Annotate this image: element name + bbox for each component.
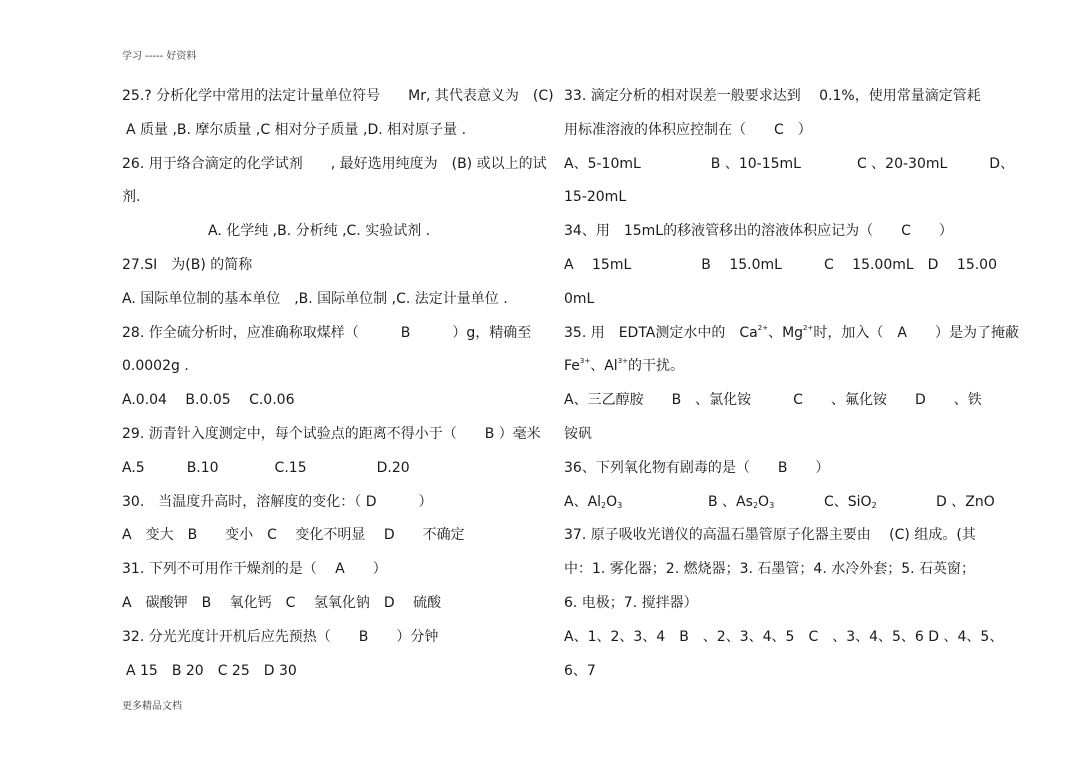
q36-a-o: O	[606, 493, 618, 510]
q35-text-mid: 、Mg	[768, 324, 804, 341]
q36-option-a	[564, 489, 708, 515]
page-header: 学习 ----- 好资料	[122, 51, 197, 62]
q36-a-sub2: 3	[617, 500, 623, 510]
q36-option-b	[708, 489, 824, 515]
q36-c-text: C、SiO	[824, 493, 872, 510]
q36-line1: 36、下列氧化物有剧毒的是（ B ）	[564, 459, 830, 476]
q28-options: A.0.04 B.0.05 C.0.06	[122, 392, 295, 409]
q30-options: A 变大 B 变小 C 变化不明显 D 不确定	[122, 527, 465, 544]
q28-line1: 28. 作全硫分析时，应准确称取煤样（ B ）g，精确至	[122, 324, 532, 341]
q28-line2: 0.0002g .	[122, 358, 189, 375]
q35-text-pre: 35. 用 EDTA测定水中的 Ca	[564, 324, 758, 341]
q36-b-sub2: 3	[769, 500, 775, 510]
right-column	[564, 83, 1019, 691]
q36-a-sub1: 2	[601, 500, 607, 510]
q33-line2: 用标准溶液的体积应控制在（ C ）	[564, 121, 812, 138]
q25-line1: 25.? 分析化学中常用的法定计量单位符号 Mr, 其代表意义为 (C)	[122, 88, 554, 104]
q37-line2: 中：1. 雾化器；2. 燃烧器；3. 石墨管；4. 水冷外套；5. 石英窗；	[564, 561, 976, 578]
q26-line2: 剂.	[122, 189, 141, 206]
q36-option-d: D 、ZnO	[936, 493, 995, 510]
q35-options: A、三乙醇胺 B 、氯化铵 C 、氟化铵 D 、铁	[564, 392, 982, 409]
q35-text-end: 的干扰。	[628, 358, 685, 375]
q29-options: A.5 B.10 C.15 D.20	[122, 459, 410, 476]
q37-line1: 37. 原子吸收光谱仪的高温石墨管原子化器主要由 (C) 组成。(其	[564, 527, 976, 544]
q35-fe: Fe	[564, 358, 580, 375]
q35-ca-charge: 2+	[757, 323, 769, 332]
q36-options	[564, 489, 996, 523]
q37-line3: 6. 电极；7. 搅拌器）	[564, 594, 698, 611]
q36-b-sub1: 2	[752, 500, 759, 510]
page-footer: 更多精品文档	[122, 701, 182, 712]
q26-options: A. 化学纯 ,B. 分析纯 ,C. 实验试剂 .	[208, 223, 431, 240]
q30-line1: 30. 当温度升高时，溶解度的变化：（ D ）	[122, 493, 433, 510]
q35-line1	[564, 320, 1019, 354]
q34-line1: 34、用 15mL的移液管移出的溶液体积应记为（ C ）	[564, 223, 953, 240]
q35-mg-charge: 2+	[803, 323, 814, 332]
q37-options2: 6、7	[564, 662, 596, 679]
q27-line1: 27.SI 为(B) 的简称	[122, 256, 253, 273]
q36-b-o: O	[758, 493, 770, 510]
q36-option-c	[824, 489, 936, 515]
q35-options2: 铵矾	[564, 425, 592, 442]
q32-options: A 15 B 20 C 25 D 30	[126, 662, 297, 679]
q35-al: 、Al	[590, 358, 618, 375]
q27-line2: A. 国际单位制的基本单位 ,B. 国际单位制 ,C. 法定计量单位 .	[122, 290, 508, 307]
q33-options2: 15-20mL	[564, 189, 627, 206]
q31-options: A 碳酸钾 B 氧化钙 C 氢氧化钠 D 硫酸	[122, 594, 442, 611]
q36-c-sub: 2	[871, 500, 877, 510]
q32-line1: 32. 分光光度计开机后应先预热（ B ）分钟	[122, 628, 439, 645]
q35-line2	[564, 353, 996, 387]
q25-line2: A 质量 ,B. 摩尔质量 ,C 相对分子质量 ,D. 相对原子量 .	[126, 121, 467, 138]
q36-b-text: B 、As	[708, 493, 753, 510]
q34-options2: 0mL	[564, 290, 595, 307]
q34-options: A 15mL B 15.0mL C 15.00mL D 15.00	[564, 256, 997, 273]
q29-line1: 29. 沥青针入度测定中，每个试验点的距离不得小于（ B ）毫米	[122, 425, 541, 442]
q26-line1: 26. 用于络合滴定的化学试剂 , 最好选用纯度为 (B) 或以上的试	[122, 155, 547, 172]
q33-options: A、5-10mL B 、10-15mL C 、20-30mL D、	[564, 155, 1015, 172]
q33-line1: 33. 滴定分析的相对误差一般要求达到 0.1%，使用常量滴定管耗	[564, 88, 981, 104]
q35-text-post: 时，加入（ A ）是为了掩蔽	[813, 324, 1019, 341]
q35-fe-charge: 3+	[579, 357, 591, 366]
q31-line1: 31. 下列不可用作干燥剂的是（ A ）	[122, 561, 387, 578]
q36-a-text: A、Al	[564, 493, 602, 510]
q35-al-charge: 3+	[617, 357, 629, 366]
q37-options: A、1、2、3、4 B 、2、3、4、5 C 、3、4、5、6 D 、4、5、	[564, 628, 1004, 645]
left-column	[122, 83, 554, 691]
